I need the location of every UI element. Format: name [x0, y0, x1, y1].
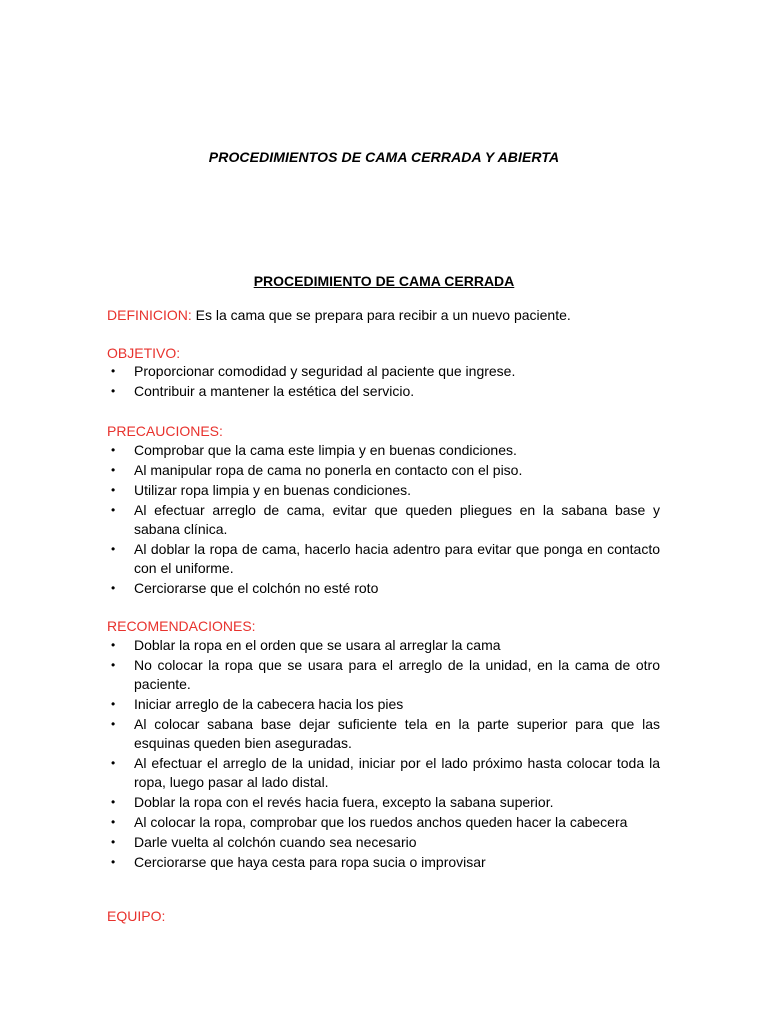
precauciones-list [107, 441, 660, 599]
definicion-text: Es la cama que se prepara para recibir a un nuevo paciente. [191, 307, 571, 323]
list-item [107, 461, 660, 480]
bullet-icon: • [111, 835, 116, 849]
precauciones-heading: PRECAUCIONES: [107, 423, 223, 439]
list-item [107, 501, 660, 539]
list-item-text: No colocar la ropa que se usara para el arreglo de la unidad, en la cama de otro paciente. [134, 657, 660, 692]
list-item-text: Cerciorarse que haya cesta para ropa sucia o improvisar [134, 854, 486, 870]
list-item-text: Al efectuar el arreglo de la unidad, iniciar por el lado próximo hasta colocar toda la ropa, luego pasar al lado distal. [134, 755, 660, 790]
bullet-icon: • [111, 795, 116, 809]
list-item [107, 754, 660, 792]
list-item [107, 853, 660, 872]
list-item [107, 833, 660, 852]
bullet-icon: • [111, 503, 116, 517]
bullet-icon: • [111, 364, 116, 378]
list-item [107, 481, 660, 500]
bullet-icon: • [111, 384, 116, 398]
list-item [107, 540, 660, 578]
list-item-text: Al doblar la ropa de cama, hacerlo hacia adentro para evitar que ponga en contacto con el uniforme. [134, 541, 660, 576]
list-item-text: Al colocar sabana base dejar suficiente tela en la parte superior para que las esquinas queden bien aseguradas. [134, 716, 660, 751]
list-item [107, 715, 660, 753]
bullet-icon: • [111, 581, 116, 595]
list-item [107, 636, 660, 655]
list-item-text: Contribuir a mantener la estética del servicio. [134, 383, 415, 399]
objetivo-list [107, 362, 660, 402]
recomendaciones-list [107, 636, 660, 873]
objetivo-heading: OBJETIVO: [107, 345, 181, 361]
recomendaciones-heading: RECOMENDACIONES: [107, 618, 256, 634]
bullet-icon: • [111, 855, 116, 869]
list-item [107, 441, 660, 460]
list-item-text: Al manipular ropa de cama no ponerla en contacto con el piso. [134, 462, 523, 478]
list-item-text: Comprobar que la cama este limpia y en buenas condiciones. [134, 442, 517, 458]
list-item-text: Al efectuar arreglo de cama, evitar que queden pliegues en la sabana base y sabana clínica. [134, 502, 660, 537]
list-item-text: Darle vuelta al colchón cuando sea necesario [134, 834, 417, 850]
equipo-heading: EQUIPO: [107, 908, 166, 924]
list-item-text: Proporcionar comodidad y seguridad al paciente que ingrese. [134, 363, 516, 379]
list-item [107, 382, 660, 401]
list-item [107, 656, 660, 694]
list-item-text: Iniciar arreglo de la cabecera hacia los pies [134, 696, 404, 712]
list-item [107, 793, 660, 812]
bullet-icon: • [111, 717, 116, 731]
bullet-icon: • [111, 443, 116, 457]
list-item [107, 695, 660, 714]
document-title: PROCEDIMIENTOS DE CAMA CERRADA Y ABIERTA [208, 149, 560, 165]
bullet-icon: • [111, 756, 116, 770]
bullet-icon: • [111, 463, 116, 477]
definicion-paragraph [107, 306, 571, 325]
list-item [107, 813, 660, 832]
list-item-text: Al colocar la ropa, comprobar que los ruedos anchos queden hacer la cabecera [134, 814, 628, 830]
list-item-text: Utilizar ropa limpia y en buenas condiciones. [134, 482, 412, 498]
bullet-icon: • [111, 697, 116, 711]
section-title: PROCEDIMIENTO DE CAMA CERRADA [253, 273, 515, 289]
bullet-icon: • [111, 815, 116, 829]
list-item-text: Doblar la ropa con el revés hacia fuera, excepto la sabana superior. [134, 794, 554, 810]
list-item-text: Doblar la ropa en el orden que se usara al arreglar la cama [134, 637, 501, 653]
bullet-icon: • [111, 542, 116, 556]
list-item [107, 362, 660, 381]
list-item-text: Cerciorarse que el colchón no esté roto [134, 580, 379, 596]
bullet-icon: • [111, 483, 116, 497]
list-item [107, 579, 660, 598]
definicion-label: DEFINICION: [107, 307, 192, 323]
bullet-icon: • [111, 638, 116, 652]
bullet-icon: • [111, 658, 116, 672]
